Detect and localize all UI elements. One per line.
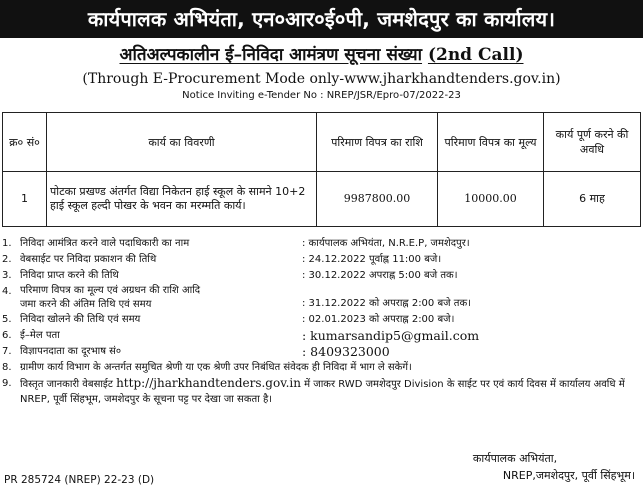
list-item: [2, 268, 638, 284]
table-row: [3, 172, 641, 227]
cell-work-description: पोटका प्रखण्ड अंतर्गत विद्या निकेतन हाई स्कूल के सामने 10+2 हाई स्कूल हल्दी पोखर के भवन का मरम्मति कार्य।: [47, 172, 317, 227]
signatory-block: [395, 450, 635, 484]
item-label: [20, 284, 200, 312]
header-bid-cost: परिमाण विपत्र का राशि: [317, 113, 438, 172]
signatory-office: NREP,जमशेदपुर, पूर्वी सिंहभूम।: [502, 469, 635, 482]
cell-completion-period: 6 माह: [544, 172, 641, 227]
item-label-line1: परिमाण विपत्र का मूल्य एवं अग्रधन की राशि आदि: [20, 285, 201, 296]
item-label-post: में जाकर RWD जमशेदपुर Division के साईट पर एवं कार्य दिवस में कार्यालय अवधि में NREP, पूर्वी सिंहभूम, जमशेदपुर के सूचना पट्ट पर देखा जा सकता है।: [20, 379, 625, 405]
list-item: [2, 252, 638, 268]
item-number: 5.: [2, 314, 12, 325]
work-details-table: [2, 112, 641, 227]
item-label: ई–मेल पता: [20, 330, 60, 341]
cell-bid-document-cost: 10000.00: [438, 172, 544, 227]
phone-value: : 8409323000: [302, 344, 390, 359]
list-item: [2, 360, 638, 376]
signatory-designation: कार्यपालक अभियंता,: [472, 452, 558, 465]
tender-number: Notice Inviting e-Tender No : NREP/JSR/Epro-07/2022-23: [182, 90, 461, 101]
item-label: निविदा प्राप्त करने की तिथि: [20, 270, 119, 281]
list-item: [2, 328, 638, 344]
item-label: निविदा खोलने की तिथि एवं समय: [20, 314, 141, 325]
cell-sl-no: 1: [3, 172, 47, 227]
item-number: 1.: [2, 238, 12, 249]
list-item: [2, 344, 638, 360]
website-link[interactable]: http://jharkhandtenders.gov.in: [116, 376, 301, 390]
item-label-pre: विस्तृत जानकारी वेबसाईट: [20, 379, 113, 390]
header-sl-no: क्र० सं०: [3, 113, 47, 172]
list-item: [2, 236, 638, 252]
item-number: 2.: [2, 254, 12, 265]
header-bid-document-cost: परिमाण विपत्र का मूल्य: [438, 113, 544, 172]
header-completion-period: कार्य पूर्ण करने की अवधि: [544, 113, 641, 172]
item-number: 8.: [2, 362, 12, 373]
office-title: कार्यपालक अभियंता, एन०आर०ई०पी, जमशेदपुर का कार्यालय।: [87, 7, 556, 31]
item-value: : 24.12.2022 पूर्वाह्न 11:00 बजे।: [302, 254, 442, 265]
item-value: : कार्यपालक अभियंता, N.R.E.P, जमशेदपुर।: [302, 238, 470, 249]
item-value: : 30.12.2022 अपराह्न 5:00 बजे तक।: [302, 270, 458, 281]
item-label-line2: जमा करने की अंतिम तिथि एवं समय: [20, 299, 152, 310]
item-label: निविदा आमंत्रित करने वाले पदाधिकारी का नाम: [20, 238, 190, 249]
tender-details-list: [2, 236, 638, 406]
item-number: 4.: [2, 286, 12, 297]
procurement-mode-line: (Through E-Procurement Mode only-www.jharkhandtenders.gov.in): [82, 71, 561, 87]
list-item: [2, 284, 638, 312]
office-title-bar: [0, 0, 643, 38]
item-number: 3.: [2, 270, 12, 281]
item-label: ग्रामीण कार्य विभाग के अन्तर्गत समुचित श्रेणी या एक श्रेणी उपर निबंधित संवेदक ही निविदा में भाग ले सकेगें।: [20, 362, 412, 373]
cell-bid-cost: 9987800.00: [317, 172, 438, 227]
table-header-row: [3, 113, 641, 172]
email-value: : kumarsandip5@gmail.com: [302, 328, 480, 343]
item-value: : 02.01.2023 को अपराह्न 2:00 बजे।: [302, 314, 455, 325]
list-item: [2, 376, 638, 406]
item-label: वेबसाईट पर निविदा प्रकाशन की तिथि: [20, 254, 157, 265]
item-number: 6.: [2, 330, 12, 341]
notice-title: [0, 44, 643, 66]
pr-number: PR 285724 (NREP) 22-23 (D): [4, 474, 155, 486]
item-value: : 31.12.2022 को अपराह्न 2:00 बजे तक।: [302, 298, 471, 309]
notice-title-main: अतिअल्पकालीन ई–निविदा आमंत्रण सूचना संख्या: [119, 45, 423, 65]
item-label: विज्ञापनदाता का दूरभाष सं०: [20, 346, 122, 357]
header-work-description: कार्य का विवरणी: [47, 113, 317, 172]
item-number: 7.: [2, 346, 12, 357]
item-label: [20, 376, 638, 407]
notice-title-call: (2nd Call): [427, 45, 524, 65]
list-item: [2, 312, 638, 328]
item-number: 9.: [2, 378, 12, 389]
